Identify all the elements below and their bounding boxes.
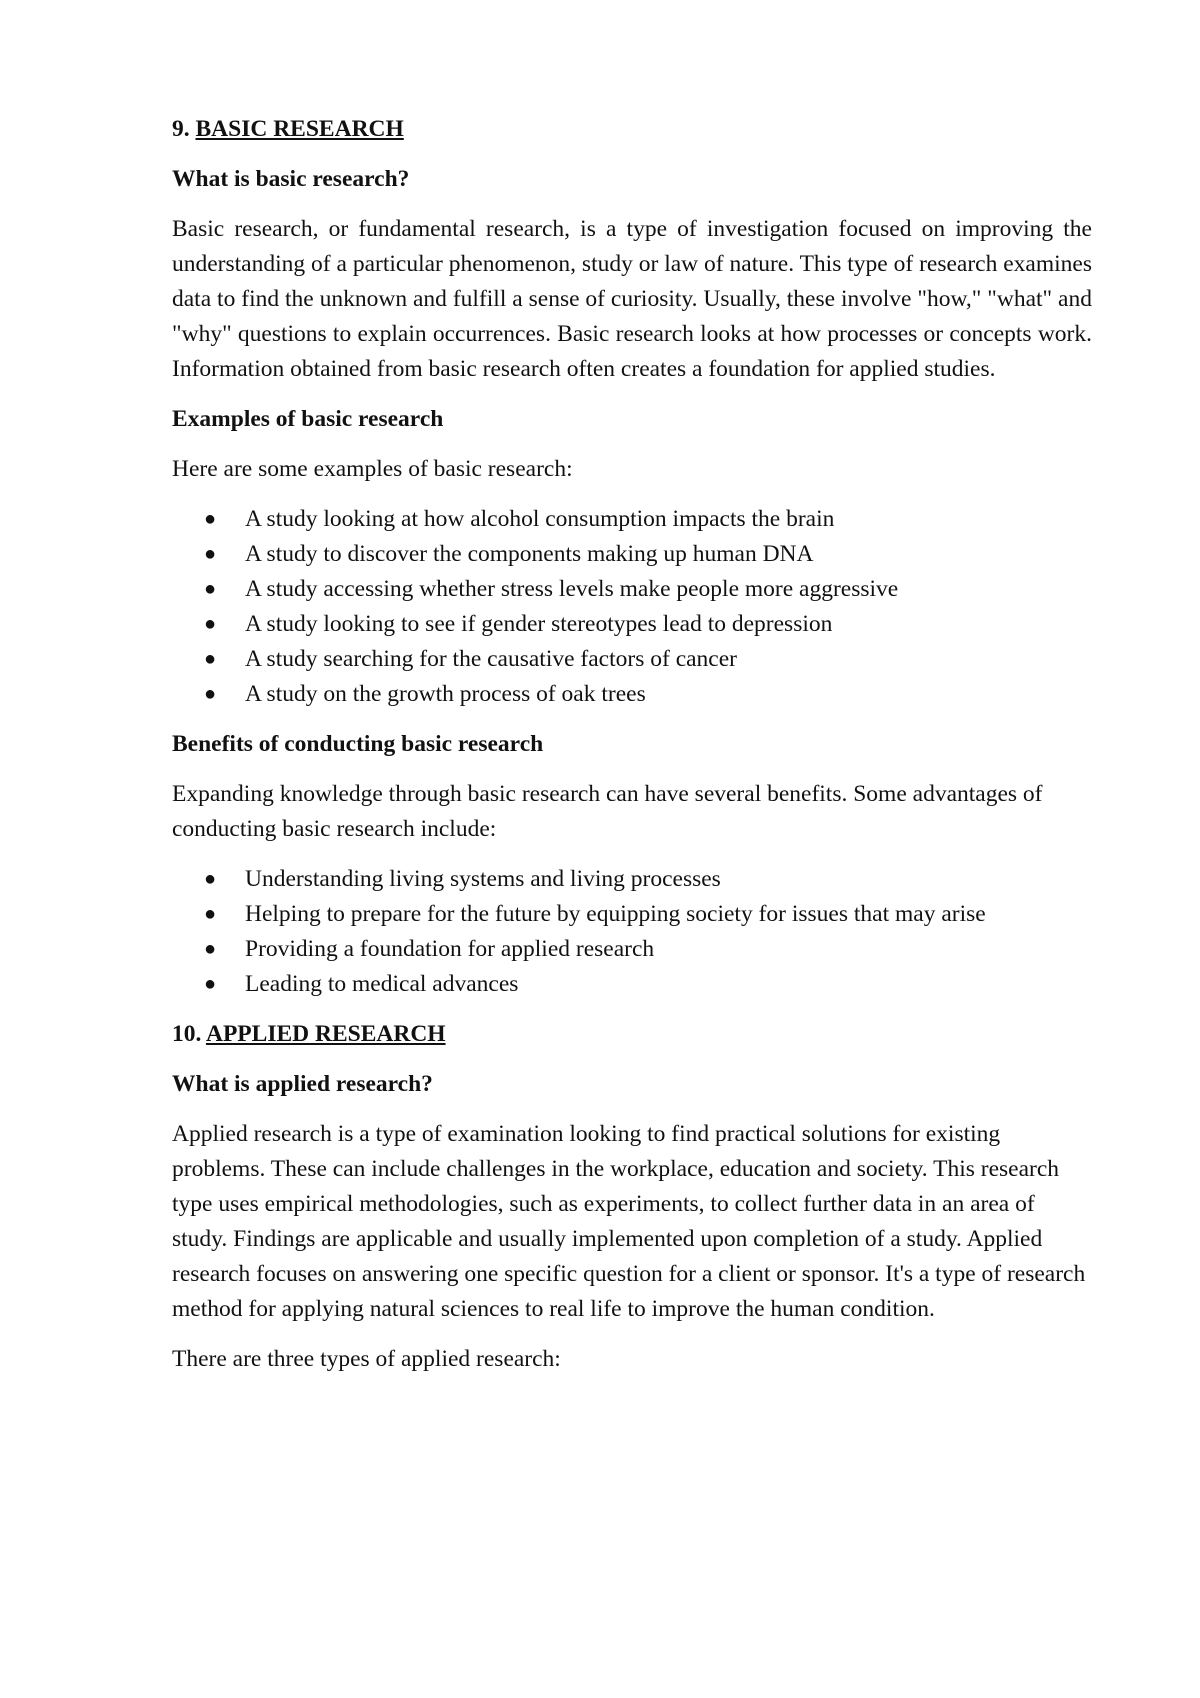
section-10-title: APPLIED RESEARCH: [205, 1021, 446, 1047]
list-item: [172, 932, 1092, 967]
list-item-text: A study searching for the causative factors of cancer: [245, 646, 737, 672]
list-item: [172, 862, 1092, 897]
applied-types-intro: There are three types of applied research:: [172, 1346, 561, 1372]
bullet-icon: ●: [204, 938, 217, 960]
benefits-heading: Benefits of conducting basic research: [172, 731, 544, 757]
list-item: [172, 642, 1092, 677]
list-item-text: A study looking at how alcohol consumption impacts the brain: [245, 506, 835, 532]
applied-research-question: What is applied research?: [172, 1071, 433, 1097]
list-item: [172, 572, 1092, 607]
section-10-heading: [172, 1017, 1092, 1052]
section-9-heading: [172, 112, 1092, 147]
basic-research-intro: Basic research, or fundamental research, is a type of investigation focused on improving the understanding of a particular phenomenon, study or law of nature. This type of research examines data to find the unknown and fulfill a sense of curiosity. Usually, these involve "how," "what" and "why" questions to explain occurrences. Basic research looks at how processes or concepts work. Information obtained from basic research often creates a foundation for applied studies.: [172, 216, 1092, 382]
list-item-text: A study accessing whether stress levels make people more aggressive: [245, 576, 899, 602]
applied-research-intro: Applied research is a type of examination looking to find practical solutions for existing problems. These can include challenges in the workplace, education and society. This research type uses empirical methodologies, such as experiments, to collect further data in an area of study. Findings are applicable and usually implemented upon completion of a study. Applied research focuses on answering one specific question for a client or sponsor. It's a type of research method for applying natural sciences to real life to improve the human condition.: [172, 1121, 1086, 1322]
list-item-text: A study looking to see if gender stereotypes lead to depression: [245, 611, 833, 637]
bullet-icon: ●: [204, 648, 217, 670]
list-item-text: Providing a foundation for applied research: [245, 936, 655, 962]
list-item-text: A study to discover the components making up human DNA: [245, 541, 814, 567]
list-item: [172, 897, 1092, 932]
list-item: [172, 502, 1092, 537]
list-item: [172, 607, 1092, 642]
bullet-icon: ●: [204, 868, 217, 890]
benefits-list: [172, 862, 1092, 1002]
benefits-intro: Expanding knowledge through basic research can have several benefits. Some advantages of conducting basic research include:: [172, 781, 1043, 842]
list-item-text: Leading to medical advances: [245, 971, 519, 997]
section-9-title: BASIC RESEARCH: [195, 116, 404, 142]
bullet-icon: ●: [204, 578, 217, 600]
document-page: [172, 112, 1092, 1392]
basic-research-question: What is basic research?: [172, 166, 410, 192]
section-9-number: 9.: [172, 116, 190, 142]
list-item-text: A study on the growth process of oak trees: [245, 681, 646, 707]
examples-heading: Examples of basic research: [172, 406, 444, 432]
bullet-icon: ●: [204, 508, 217, 530]
list-item: [172, 967, 1092, 1002]
list-item: [172, 537, 1092, 572]
section-10-number: 10.: [172, 1021, 202, 1047]
examples-list: [172, 502, 1092, 712]
bullet-icon: ●: [204, 683, 217, 705]
examples-intro: Here are some examples of basic research:: [172, 456, 573, 482]
list-item: [172, 677, 1092, 712]
bullet-icon: ●: [204, 543, 217, 565]
list-item-text: Helping to prepare for the future by equipping society for issues that may arise: [245, 901, 986, 927]
bullet-icon: ●: [204, 613, 217, 635]
bullet-icon: ●: [204, 973, 217, 995]
bullet-icon: ●: [204, 903, 217, 925]
list-item-text: Understanding living systems and living processes: [245, 866, 721, 892]
